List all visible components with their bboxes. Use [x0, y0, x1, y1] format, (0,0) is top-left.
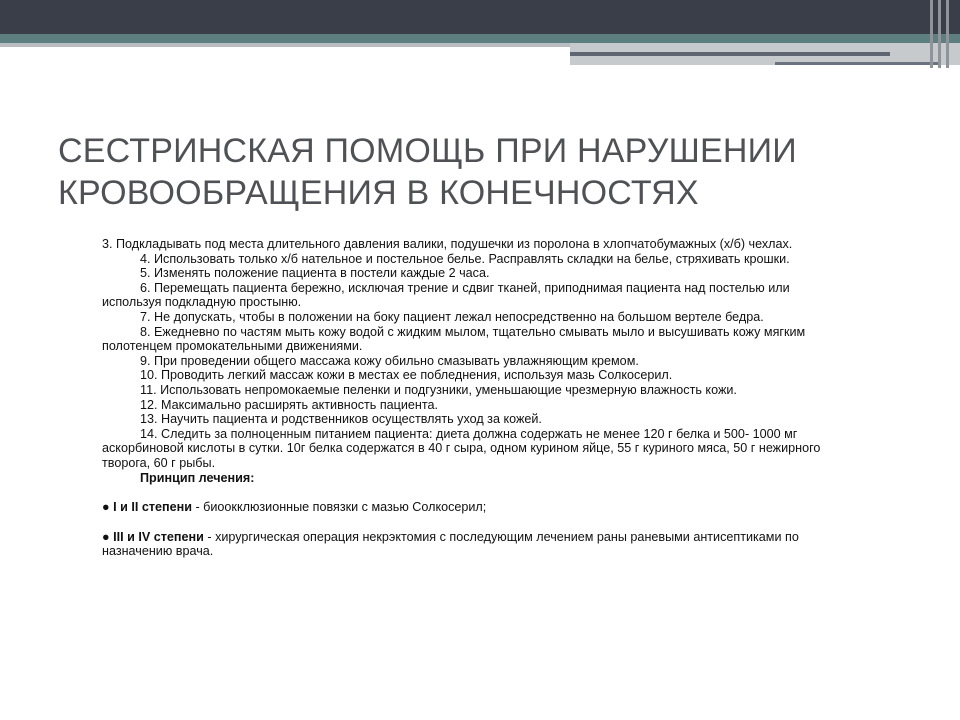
body-paragraph: 4. Использовать только х/б нательное и постельное белье. Расправлять складки на белье, стряхивать крошки. [140, 251, 790, 266]
treatment-stage: I и II степени [113, 500, 192, 515]
header-vertical-bar [930, 0, 933, 68]
body-paragraph: 13. Научить пациента и родственников осуществлять уход за кожей. [140, 412, 542, 427]
header-band-dark [0, 0, 960, 34]
body-paragraph: 3. Подкладывать под места длительного давления валики, подушечки из поролона в хлопчатобумажных (х/б) чехлах. [102, 237, 793, 251]
body-paragraph: 14. Следить за полноценным питанием пациента: диета должна содержать не менее 120 г белка и 500- 1000 мг аскорбиновой кислоты в сутки. 10г белка содержатся в 40 г сыра, одном курином яйце, 55 г куриного мяса, 50 г нежирного творога, 60 г рыбы. [102, 426, 821, 470]
header-band-light [0, 43, 570, 47]
header-band-right-line [570, 52, 890, 56]
slide-title-line: КРОВООБРАЩЕНИЯ В КОНЕЧНОСТЯХ [58, 174, 699, 212]
body-paragraph: 11. Использовать непромокаемые пеленки и подгузники, уменьшающие чрезмерную влажность кожи. [140, 382, 737, 397]
spacer [102, 515, 822, 530]
body-paragraph: 12. Максимально расширять активность пациента. [140, 397, 439, 412]
slide-title-line: СЕСТРИНСКАЯ ПОМОЩЬ ПРИ НАРУШЕНИИ [58, 132, 797, 170]
body-paragraph: 5. Изменять положение пациента в постели каждые 2 часа. [140, 266, 490, 281]
slide-title [58, 130, 918, 214]
treatment-text: - хирургическая операция некрэктомия с последующим лечением раны раневыми антисептиками по назначению врача. [102, 529, 799, 559]
body-paragraph: 9. При проведении общего массажа кожу обильно смазывать увлажняющим кремом. [140, 353, 639, 368]
treatment-bullet [102, 500, 822, 515]
body-paragraph: 10. Проводить легкий массаж кожи в местах ее побледнения, используя мазь Солкосерил. [140, 368, 673, 383]
body-paragraph: 6. Перемещать пациента бережно, исключая трение и сдвиг тканей, приподнимая пациента над постелью или используя подкладную простыню. [102, 280, 790, 310]
spacer [102, 485, 822, 500]
treatment-text: - биоокклюзионные повязки с мазью Солкосерил; [191, 500, 487, 515]
bullet-dot-icon: ● [102, 500, 110, 515]
treatment-bullet [102, 530, 822, 559]
treatment-stage: III и IV степени [113, 529, 204, 544]
body-paragraph: 7. Не допускать, чтобы в положении на боку пациент лежал непосредственно на большом вертеле бедра. [140, 309, 764, 324]
header-vertical-bar [946, 0, 949, 68]
principle-heading: Принцип лечения: [140, 470, 255, 485]
header-vertical-bar [938, 0, 941, 68]
bullet-dot-icon: ● [102, 529, 110, 544]
header-band-teal [0, 34, 960, 43]
slide-body [102, 237, 822, 559]
header-band-right-line-2 [775, 62, 940, 65]
body-paragraph: 8. Ежедневно по частям мыть кожу водой с жидким мылом, тщательно смывать мыло и высушивать кожу мягким полотенцем промокательными движениями. [102, 324, 806, 354]
